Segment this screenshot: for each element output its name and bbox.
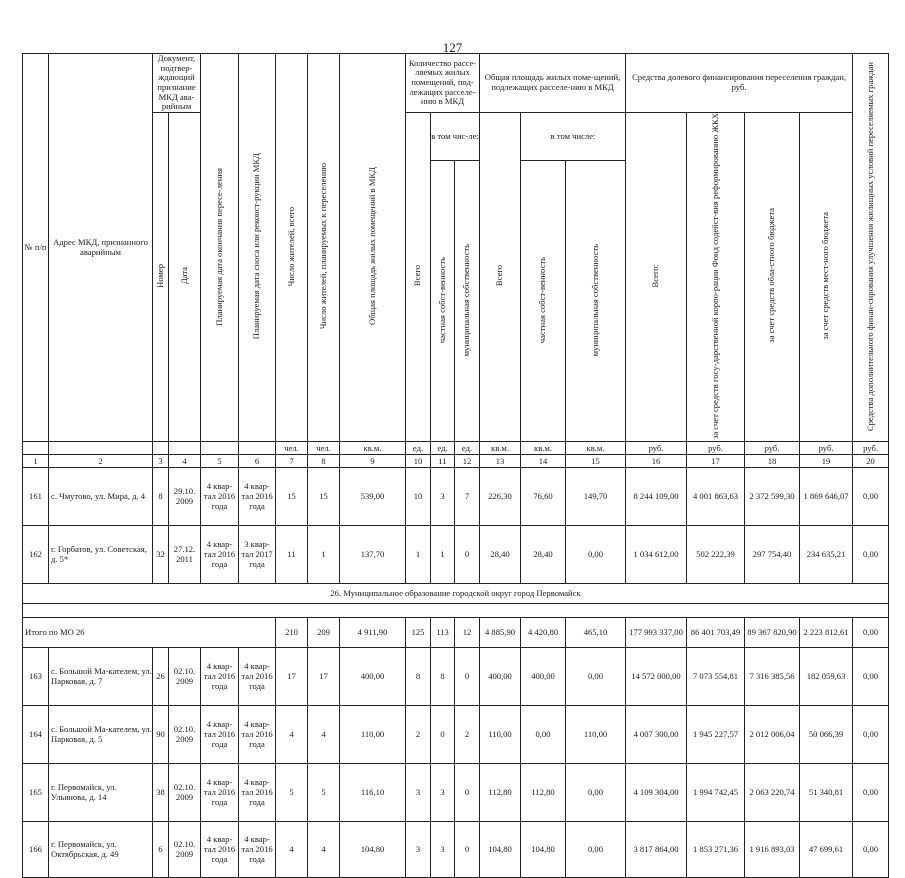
units-row: чел. чел. кв.м. ед. ед. ед. кв.м. кв.м. кв.м. руб. руб. руб. руб. руб. (23, 442, 889, 455)
spacer-row (23, 604, 889, 618)
header-residents-total: Число жителей, всего (276, 54, 308, 442)
resettlement-table (22, 53, 889, 878)
header-document-group: Документ, подтвер-ждающий признание МКД ава-рийным (153, 54, 201, 113)
total-row: Итого по МО 26 210 209 4 911,90 125 113 12 4 885,90 4 420,80 465,10 177 993 337,00 86 401 703,49 89 367 820,90 2 223 812,61 0,00 (23, 618, 889, 648)
header-area-total: Всего (480, 112, 521, 442)
table-row: 165 г. Первомайск, ул. Ульянова, д. 14 38 02.10. 2009 4 квар-тал 2016 года 4 квар-тал 2016 года 5 5 116,10 3 3 0 112,80 112,80 0,00 4 109 304,00 1 994 742,45 2 063 220,74 51 340,81 0,00 (23, 764, 889, 822)
header-funds-local: за счет средств мест-ного бюджета (800, 112, 853, 442)
header-address: Адрес МКД, признанного аварийным (49, 54, 153, 442)
page-number: 127 (442, 40, 463, 55)
section-title-row (23, 584, 889, 604)
header-extra-funding: Средства дополнительного финан-сирования улучшения жилищных условий переселяемых граждан (853, 54, 889, 442)
header-rooms-private: частная собст-венность (431, 161, 455, 442)
table-row: 161 с. Чмутово, ул. Мира, д. 4 8 29.10. 2009 4 квар-тал 2016 года 4 квар-тал 2016 года 15 15 539,00 10 3 7 226,30 76,60 149,70 8 244 109,00 4 001 863,63 2 372 599,30 1 869 646,07 0,00 (23, 468, 889, 526)
header-planned-demolition: Планируемая дата сноса или реконст-рукции МКД (239, 54, 276, 442)
header-rooms-total: Всего (406, 112, 431, 442)
header-rooms-municipal: муниципальная собственность (455, 161, 480, 442)
header-rooms-incl: в том чис-ле: (431, 112, 480, 160)
header-number: № п/п (23, 54, 49, 442)
table-row: 166 г. Первомайск, ул. Октябрьская, д. 49 6 02.10. 2009 4 квар-тал 2016 года 4 квар-тал 2016 года 4 4 104,80 3 3 0 104,80 104,80 0,00 3 817 864,00 1 853 271,36 1 916 893,03 47 699,61 0,00 (23, 822, 889, 878)
column-numbers-row: 1 2 3 4 5 6 7 8 9 10 11 12 13 14 15 16 17 18 19 20 (23, 455, 889, 468)
header-total-area: Общая площадь жилых помещений в МКД (340, 54, 406, 442)
header-funds-regional: за счет средств обла-стного бюджета (745, 112, 800, 442)
header-area-group: Общая площадь жилых поме-щений, подлежащих расселе-нию в МКД (480, 54, 626, 113)
header-rooms-group: Количество рассе-ляемых жилых помещений, под-лежащих расселе-нию в МКД (406, 54, 480, 113)
header-planned-end: Планируемая дата окончания пересе-ления (201, 54, 239, 442)
header-doc-date: Дата (169, 112, 201, 442)
total-label: Итого по МО 26 (23, 618, 276, 648)
header-residents-planned: Число жителей, планируемых к переселению (308, 54, 340, 442)
header-funds-fund: за счет средств госу-дарственной корпо-рации Фонд содейст-вия реформированию ЖКХ (687, 112, 745, 442)
header-area-municipal: муниципальная собственность (566, 161, 626, 442)
table-row: 164 с. Большой Ма-кателем, ул. Парковая, д. 5 90 02.10. 2009 4 квар-тал 2016 года 4 квар-тал 2016 года 4 4 110,00 2 0 2 110,00 0,00 110,00 4 007 300,00 1 945 227,57 2 012 006,04 50 066,39 0,00 (23, 706, 889, 764)
header-doc-number: Номер (153, 112, 169, 442)
header-funds-total: Всего: (626, 112, 687, 442)
header-area-incl: в том числе: (521, 112, 626, 160)
header-area-private: частная собст-венность (521, 161, 566, 442)
header-funds-group: Средства долевого финансирования переселения граждан, руб. (626, 54, 853, 113)
section-title: 26. Муниципальное образование городской округ город Первомайск (23, 584, 889, 604)
table-row: 163 с. Большой Ма-кателем, ул. Парковая, д. 7 26 02.10. 2009 4 квар-тал 2016 года 4 квар-тал 2016 года 17 17 400,00 8 8 0 400,00 400,00 0,00 14 572 000,00 7 073 554,81 7 316 385,56 182 059,63 0,00 (23, 648, 889, 706)
table-row: 162 г. Горбатов, ул. Советская, д. 5* 32 27.12. 2011 4 квар-тал 2016 года 3 квар-тал 2017 года 11 1 137,70 1 1 0 28,40 28,40 0,00 1 034 612,00 502 222,39 297 754,40 234 635,21 0,00 (23, 526, 889, 584)
